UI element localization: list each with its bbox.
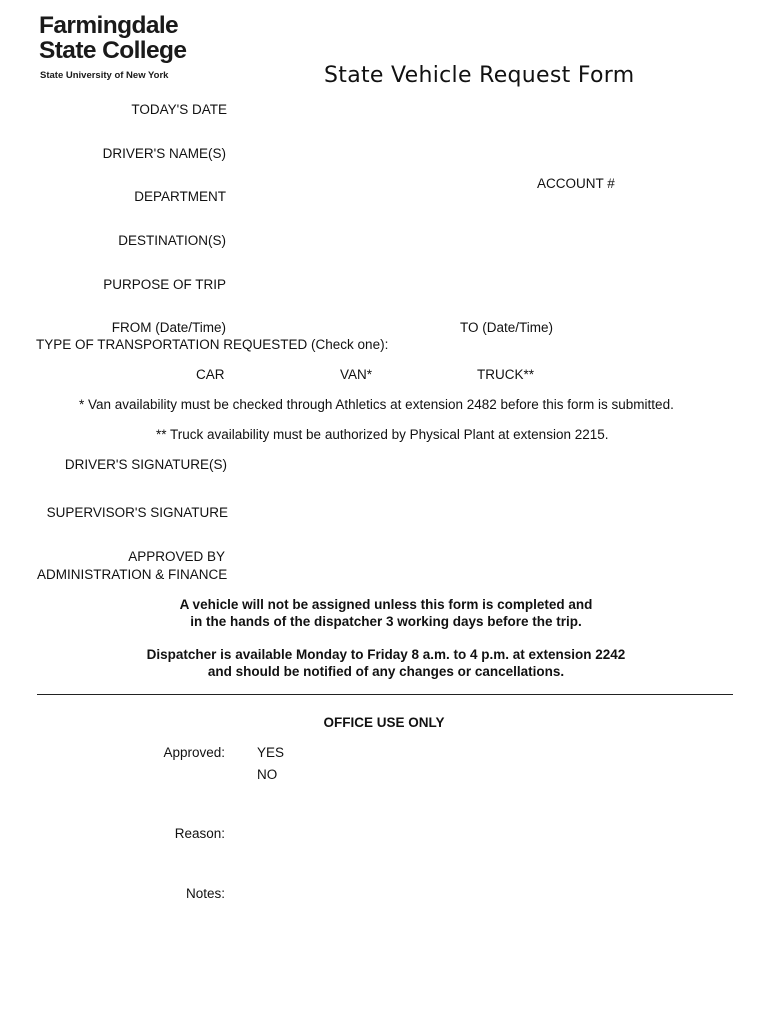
from-label: FROM (Date/Time) xyxy=(111,320,226,335)
department-label: DEPARTMENT xyxy=(134,189,226,204)
notes-label: Notes: xyxy=(185,886,225,901)
warning-line-1: A vehicle will not be assigned unless this form is completed and xyxy=(179,597,593,612)
to-label: TO (Date/Time) xyxy=(460,320,554,335)
approved-label: Approved: xyxy=(163,745,225,760)
section-divider xyxy=(37,694,733,695)
admin-finance-label: ADMINISTRATION & FINANCE xyxy=(37,567,228,582)
driver-signature-label: DRIVER'S SIGNATURE(S) xyxy=(64,457,227,472)
logo-line-1: Farmingdale xyxy=(39,12,179,39)
approved-no-option[interactable]: NO xyxy=(257,767,278,782)
supervisor-signature-label: SUPERVISOR'S SIGNATURE xyxy=(46,505,228,520)
reason-label: Reason: xyxy=(174,826,225,841)
approved-by-label: APPROVED BY xyxy=(128,549,225,564)
truck-option[interactable]: TRUCK** xyxy=(477,367,535,382)
todays-date-label: TODAY'S DATE xyxy=(131,102,227,117)
car-option[interactable]: CAR xyxy=(196,367,225,382)
warning-line-3: Dispatcher is available Monday to Friday 8 a.m. to 4 p.m. at extension 2242 xyxy=(146,647,626,662)
van-note: * Van availability must be checked through Athletics at extension 2482 before this form is submitted. xyxy=(79,397,674,412)
account-label: ACCOUNT # xyxy=(537,176,615,191)
purpose-label: PURPOSE OF TRIP xyxy=(103,277,226,292)
van-option[interactable]: VAN* xyxy=(340,367,373,382)
approved-yes-option[interactable]: YES xyxy=(257,745,285,760)
logo-line-2: State College xyxy=(39,37,187,64)
transport-type-label: TYPE OF TRANSPORTATION REQUESTED (Check one): xyxy=(36,337,389,352)
logo-line-3: State University of New York xyxy=(40,70,169,81)
destinations-label: DESTINATION(S) xyxy=(118,233,226,248)
warning-line-2: in the hands of the dispatcher 3 working days before the trip. xyxy=(190,614,582,629)
warning-line-4: and should be notified of any changes or cancellations. xyxy=(207,664,565,679)
truck-note: ** Truck availability must be authorized by Physical Plant at extension 2215. xyxy=(156,427,609,442)
page-title: State Vehicle Request Form xyxy=(324,63,635,88)
drivers-names-label: DRIVER'S NAME(S) xyxy=(102,146,226,161)
office-use-heading: OFFICE USE ONLY xyxy=(323,715,445,730)
